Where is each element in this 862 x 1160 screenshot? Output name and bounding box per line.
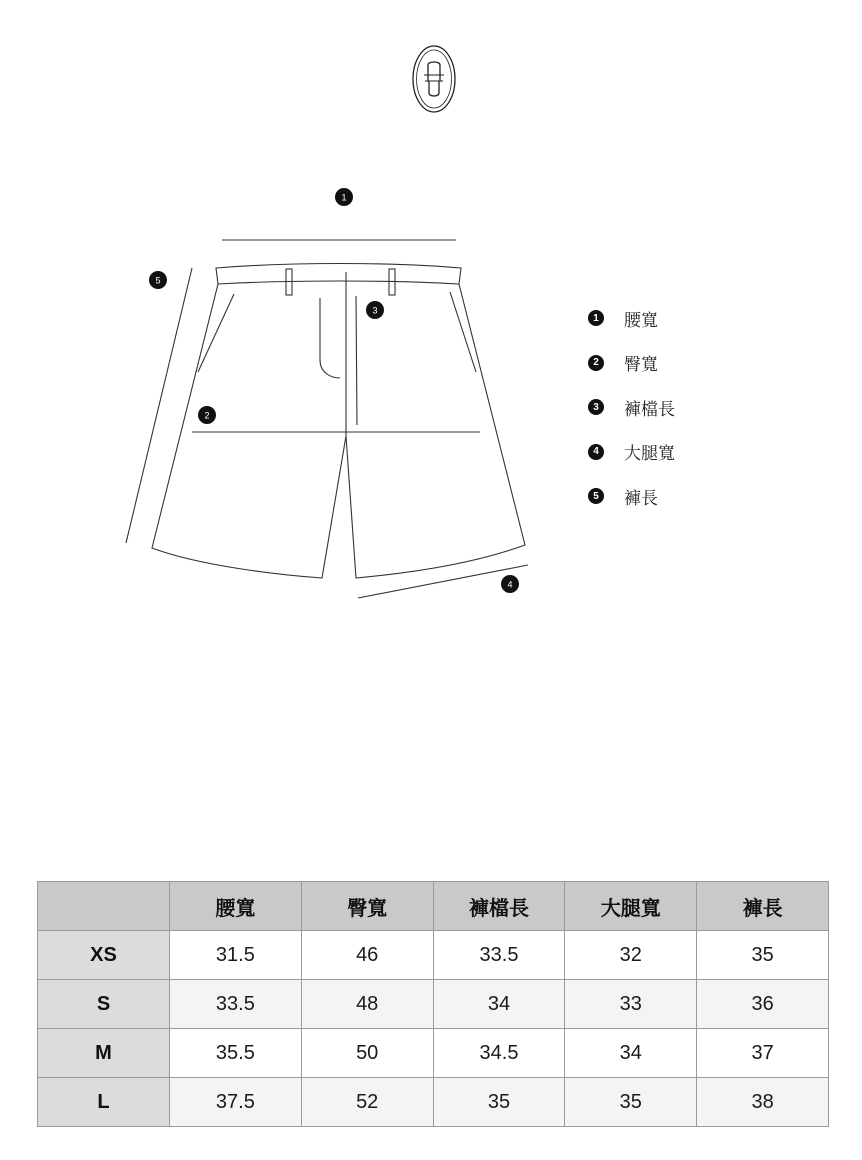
fly-line [356, 296, 357, 425]
legend-label: 臀寬 [624, 355, 658, 375]
table-cell: 33.5 [170, 980, 302, 1029]
table-cell: 37.5 [170, 1078, 302, 1127]
table-row [38, 931, 829, 980]
table-cell: 31.5 [170, 931, 302, 980]
legend-item [588, 485, 788, 507]
table-cell: 37 [697, 1029, 829, 1078]
pocket-right [450, 292, 476, 372]
svg-text:4: 4 [507, 579, 513, 590]
table-cell: 35 [565, 1078, 697, 1127]
svg-text:2: 2 [204, 410, 210, 421]
table-cell: 34 [565, 1029, 697, 1078]
table-cell: 33.5 [433, 931, 565, 980]
legend-number: 1 [588, 310, 604, 326]
shorts-outline-right [346, 284, 525, 578]
shorts-outline-left [152, 272, 346, 578]
waistband [216, 264, 461, 285]
marker-5 [149, 271, 167, 289]
column-header: 腰寬 [170, 882, 302, 931]
table-cell: 34.5 [433, 1029, 565, 1078]
size-label: L [38, 1078, 170, 1127]
table-cell: 50 [301, 1029, 433, 1078]
svg-text:3: 3 [372, 305, 378, 316]
column-header: 褲長 [697, 882, 829, 931]
table-cell: 35 [433, 1078, 565, 1127]
svg-text:5: 5 [155, 275, 161, 286]
marker-2 [198, 406, 216, 424]
table-header-row [38, 882, 829, 931]
table-cell: 35 [697, 931, 829, 980]
legend-item [588, 352, 788, 374]
legend-number: 3 [588, 399, 604, 415]
table-cell: 38 [697, 1078, 829, 1127]
fly-stitch [320, 298, 340, 378]
size-chart-table [37, 881, 829, 1127]
legend-number: 5 [588, 488, 604, 504]
legend-item [588, 307, 788, 329]
legend-number: 2 [588, 355, 604, 371]
size-label: XS [38, 931, 170, 980]
table-cell: 33 [565, 980, 697, 1029]
svg-text:1: 1 [341, 192, 347, 203]
marker-1 [335, 188, 353, 206]
legend-item [588, 396, 788, 418]
size-label: S [38, 980, 170, 1029]
marker-3 [366, 301, 384, 319]
table-corner-cell [38, 882, 170, 931]
size-label: M [38, 1029, 170, 1078]
table-cell: 48 [301, 980, 433, 1029]
legend-item [588, 441, 788, 463]
legend-label: 腰寬 [624, 310, 658, 331]
pocket-left [198, 294, 234, 372]
legend-label: 褲檔長 [624, 399, 675, 420]
table-row [38, 980, 829, 1029]
table-cell: 46 [301, 931, 433, 980]
measurement-legend [588, 307, 788, 530]
column-header: 褲檔長 [433, 882, 565, 931]
legend-number: 4 [588, 444, 604, 460]
length-measure-line [126, 268, 192, 543]
legend-label: 大腿寬 [624, 444, 675, 464]
column-header: 臀寬 [301, 882, 433, 931]
column-header: 大腿寬 [565, 882, 697, 931]
table-cell: 36 [697, 980, 829, 1029]
table-cell: 34 [433, 980, 565, 1029]
table-cell: 52 [301, 1078, 433, 1127]
table-row [38, 1078, 829, 1127]
legend-label: 褲長 [624, 488, 658, 509]
table-cell: 35.5 [170, 1029, 302, 1078]
marker-4 [501, 575, 519, 593]
table-cell: 32 [565, 931, 697, 980]
table-row [38, 1029, 829, 1078]
